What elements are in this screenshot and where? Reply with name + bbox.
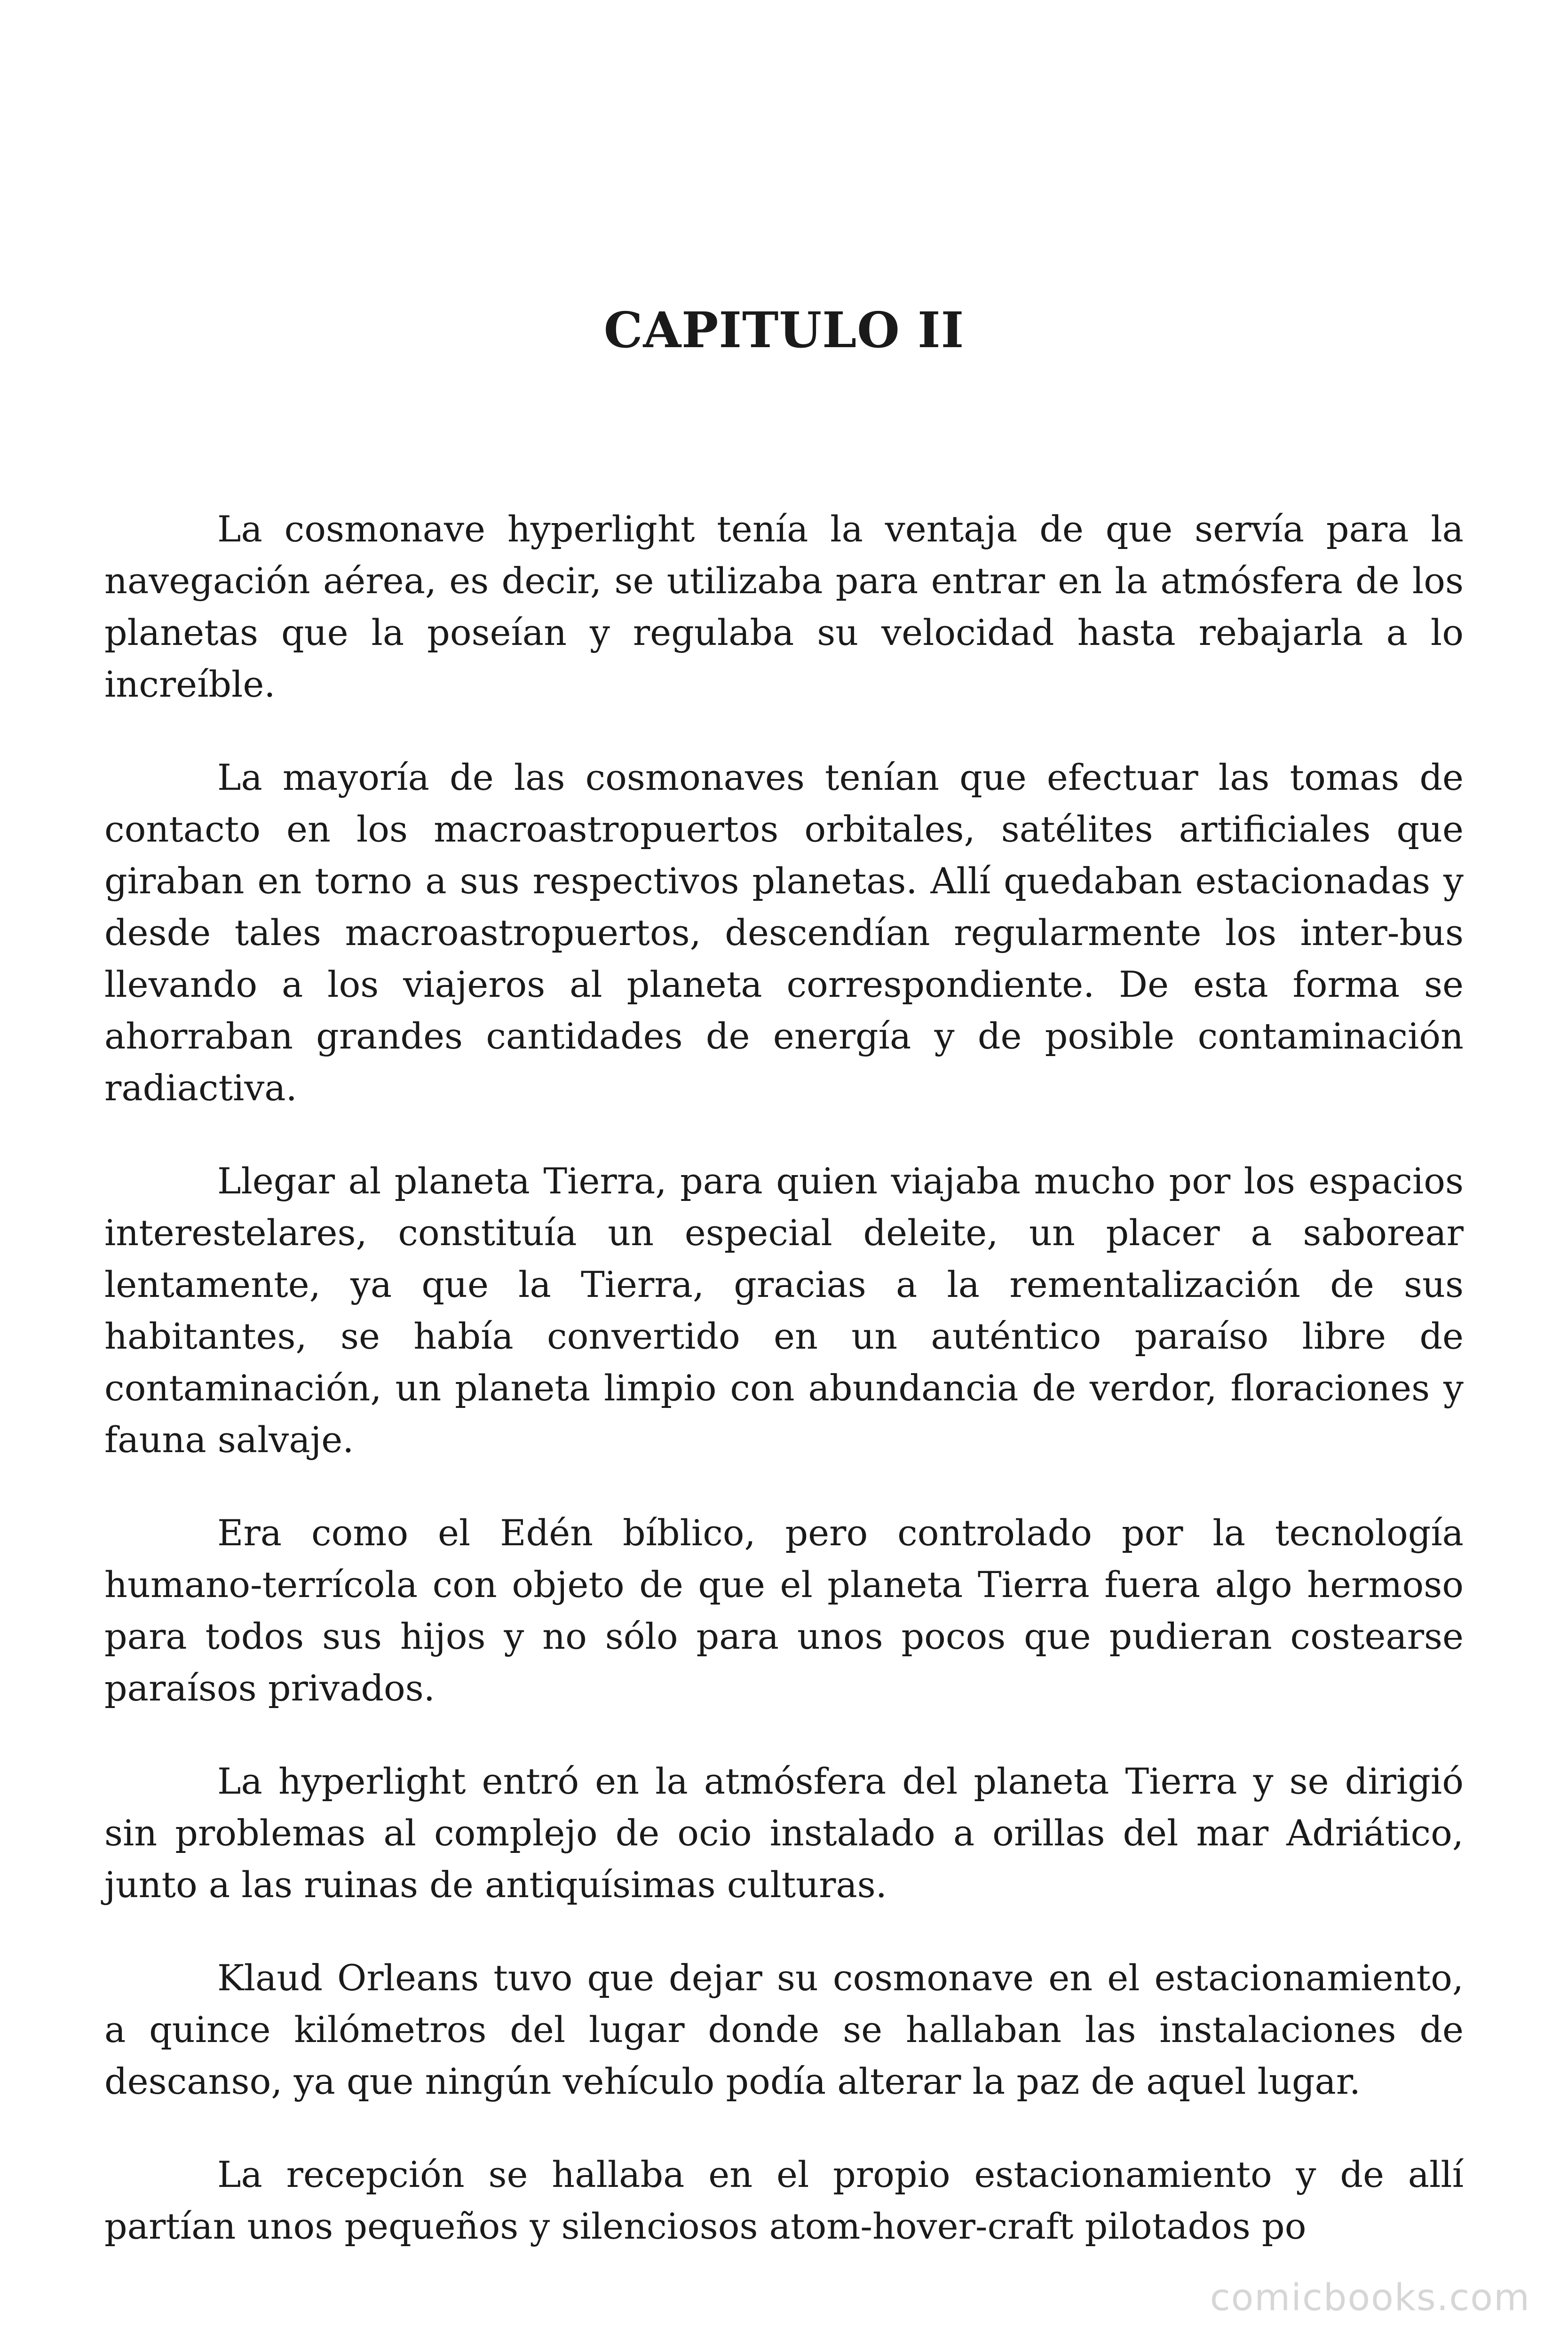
paragraph-3: Llegar al planeta Tierra, para quien viajaba mucho por los espacios interestelares, constituía un especial deleite, un placer a saborear lentamente, ya que la Tierra, gracias a la rementalización de sus habitantes, se había convertido en un auténtico paraíso libre de contaminación, un planeta limpio con abundancia de verdor, floraciones y fauna salvaje. [104, 1160, 1464, 1461]
paragraph-4: Era como el Edén bíblico, pero controlado por la tecnología humano-terrícola con objeto de que el planeta Tierra fuera algo hermoso para todos sus hijos y no sólo para unos pocos que pudieran costearse paraísos privados. [104, 1512, 1464, 1709]
chapter-title: CAPITULO II [603, 301, 965, 359]
paragraph-7: La recepción se hallaba en el propio estacionamiento y de allí partían unos pequeños y silenciosos atom-hover-craft pilotados po [104, 2153, 1464, 2247]
paragraph-6: Klaud Orleans tuvo que dejar su cosmonave en el estacionamiento, a quince kilómetros del lugar donde se hallaban las instalaciones de descanso, ya que ningún vehículo podía alterar la paz de aquel lugar. [104, 1957, 1464, 2102]
paragraph-5: La hyperlight entró en la atmósfera del planeta Tierra y se dirigió sin problemas al complejo de ocio instalado a orillas del mar Adriático, junto a las ruinas de antiquísimas culturas. [104, 1760, 1464, 1906]
watermark: comicbooks.com [1210, 2277, 1530, 2319]
paragraph-2: La mayoría de las cosmonaves tenían que efectuar las tomas de contacto en los macroastropuertos orbitales, satélites artificiales que giraban en torno a sus respectivos planetas. Allí quedaban estacionadas y desde tales macroastropuertos, descendían regularmente los inter-bus llevando a los viajeros al planeta correspondiente. De esta forma se ahorraban grandes cantidades de energía y de posible contaminación radiactiva. [104, 756, 1464, 1109]
chapter-body [104, 503, 1464, 2294]
paragraph-1: La cosmonave hyperlight tenía la ventaja de que servía para la navegación aérea, es decir, se utilizaba para entrar en la atmósfera de los planetas que la poseían y regulaba su velocidad hasta rebajarla a lo increíble. [104, 508, 1464, 705]
